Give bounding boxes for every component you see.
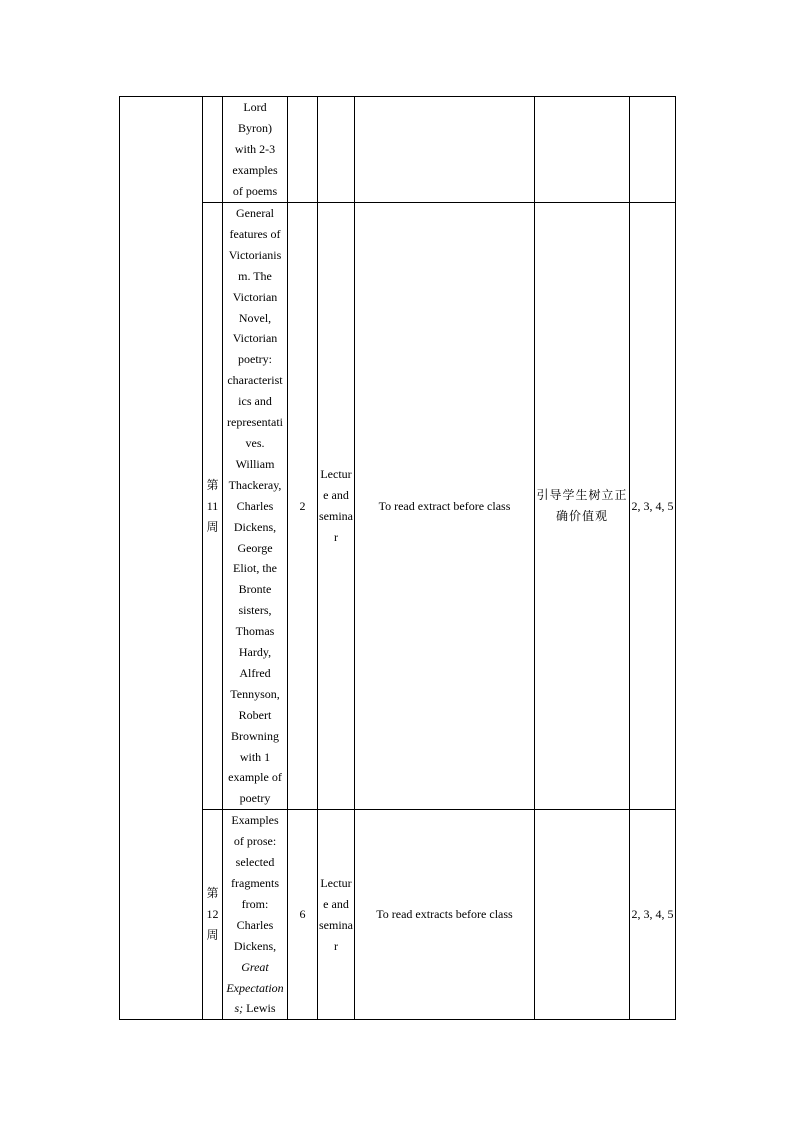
- content-line: with 1: [239, 749, 271, 764]
- table-row: [120, 203, 676, 810]
- ideology-line: 确价值观: [555, 509, 608, 524]
- hours-cell: 2: [288, 203, 318, 810]
- content-line: Bronte: [238, 582, 272, 597]
- task-cell: To read extracts before class: [355, 810, 535, 1020]
- content-line-italic: Great: [241, 959, 269, 974]
- syllabus-table: [119, 96, 676, 1020]
- content-line: Charles: [236, 917, 274, 932]
- content-line: Eliot, the: [233, 561, 277, 576]
- content-cell: [223, 203, 288, 810]
- objectives-cell: [630, 97, 676, 203]
- content-line: Examples: [231, 813, 279, 828]
- content-line: poetry: [239, 791, 271, 806]
- content-line: Robert: [238, 707, 272, 722]
- table-row: [120, 810, 676, 1020]
- week-cell: [203, 203, 223, 810]
- content-line: Victorian: [232, 289, 278, 304]
- content-line: from:: [241, 896, 269, 911]
- week-char: 第: [206, 477, 219, 492]
- content-cell: [223, 810, 288, 1020]
- week-char: 第: [206, 886, 219, 901]
- content-fragment-italic: s;: [234, 1001, 244, 1016]
- method-line: e and: [323, 896, 349, 911]
- content-line-mixed: [223, 998, 287, 1019]
- content-line: Novel,: [238, 310, 272, 325]
- content-line: George: [237, 540, 273, 555]
- content-line: ves.: [245, 435, 265, 450]
- week-number: 11: [206, 498, 219, 513]
- method-line: r: [334, 938, 338, 953]
- objectives-cell: 2, 3, 4, 5: [630, 203, 676, 810]
- method-cell: [318, 810, 355, 1020]
- table-row: [120, 97, 676, 203]
- hours-cell: 6: [288, 810, 318, 1020]
- content-line: of poems: [232, 183, 278, 198]
- content-line: fragments: [231, 876, 279, 890]
- content-line: Victorian: [232, 331, 278, 346]
- content-cell: [223, 97, 288, 203]
- method-line: Lectur: [320, 876, 352, 890]
- method-line: r: [334, 530, 338, 545]
- content-line: Dickens,: [233, 938, 277, 953]
- content-line: Thackeray,: [228, 477, 282, 492]
- content-fragment: Lewis: [246, 1001, 276, 1016]
- method-cell: [318, 97, 355, 203]
- content-line: Charles: [236, 498, 274, 513]
- content-line: representati: [227, 415, 283, 430]
- content-line: Tennyson,: [230, 686, 280, 701]
- week-char: 周: [206, 519, 219, 534]
- method-line: semina: [319, 509, 353, 524]
- content-line: Lord: [243, 100, 267, 115]
- week-cell: [203, 97, 223, 203]
- week-char: 周: [206, 928, 219, 943]
- content-line: with 2-3: [234, 142, 276, 157]
- hours-cell: [288, 97, 318, 203]
- method-line: semina: [319, 917, 353, 932]
- content-line: Dickens,: [233, 519, 277, 534]
- week-number: 12: [206, 907, 219, 922]
- content-line-italic: Expectation: [226, 980, 284, 995]
- content-line: ics and: [238, 394, 272, 409]
- content-line: William: [235, 456, 275, 471]
- content-line: m. The: [238, 268, 272, 283]
- objectives-cell: 2, 3, 4, 5: [630, 810, 676, 1020]
- ideology-cell: [535, 810, 630, 1020]
- content-line: General: [236, 206, 274, 220]
- content-line: Hardy,: [238, 645, 272, 660]
- method-line: e and: [323, 488, 349, 503]
- task-cell: To read extract before class: [355, 203, 535, 810]
- method-cell: [318, 203, 355, 810]
- content-line: features of: [229, 226, 281, 241]
- content-line: selected: [235, 855, 275, 870]
- content-line: Thomas: [235, 624, 275, 639]
- content-line: Byron): [238, 121, 272, 136]
- content-line: Victorianis: [228, 247, 282, 262]
- ideology-cell: [535, 97, 630, 203]
- ideology-cell: [535, 203, 630, 810]
- ideology-line: 引导学生树立正: [536, 488, 628, 503]
- task-cell: [355, 97, 535, 203]
- method-line: Lectur: [320, 467, 352, 482]
- content-line: characterist: [227, 373, 283, 388]
- content-line: example of: [228, 770, 282, 785]
- content-line: Alfred: [239, 665, 271, 680]
- content-line: of prose:: [233, 834, 277, 849]
- content-line: poetry:: [238, 352, 272, 367]
- week-cell: [203, 810, 223, 1020]
- left-merged-cell: [120, 97, 203, 1020]
- content-line: sisters,: [238, 603, 272, 618]
- content-line: examples: [232, 162, 278, 177]
- content-line: Browning: [231, 728, 279, 743]
